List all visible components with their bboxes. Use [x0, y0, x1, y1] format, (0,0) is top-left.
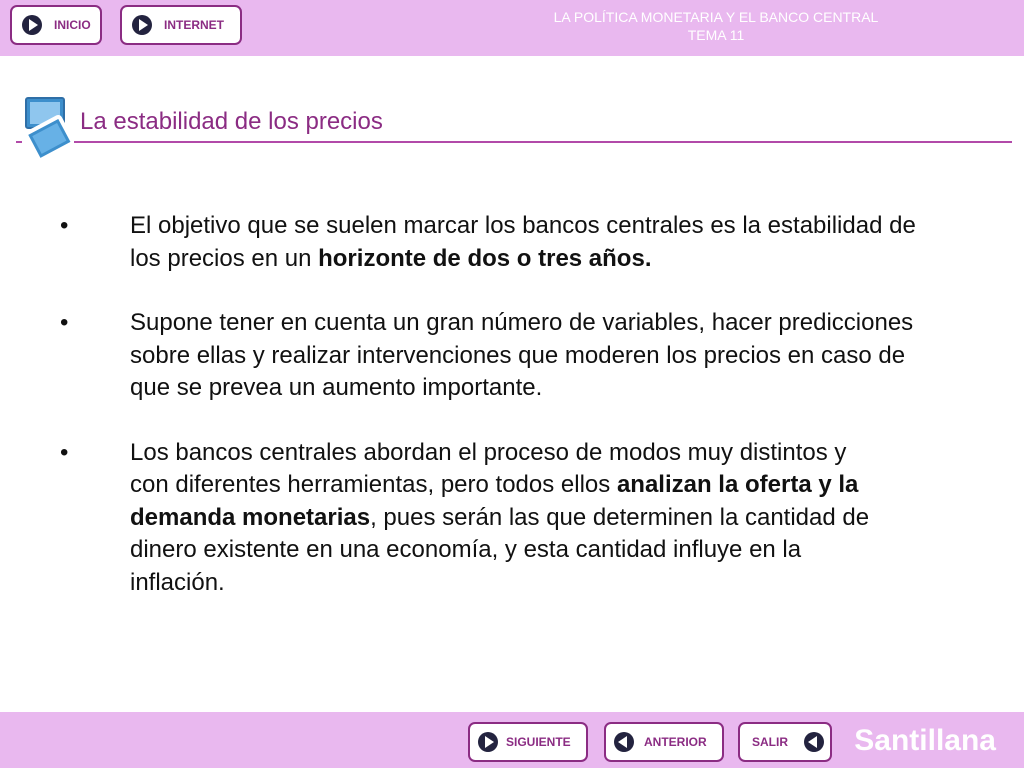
- section-title: La estabilidad de los precios: [80, 108, 383, 135]
- internet-button[interactable]: [120, 5, 242, 45]
- play-left-icon: [614, 732, 634, 752]
- play-right-icon: [478, 732, 498, 752]
- bullet-text-bold: analizan la oferta y la demanda monetarias: [130, 471, 859, 531]
- monitor-icon: [16, 94, 76, 166]
- bullet-item: [60, 210, 960, 275]
- header-title-line2: TEMA 11: [687, 27, 745, 43]
- siguiente-button[interactable]: [468, 722, 588, 762]
- bullet-marker: •: [60, 212, 69, 239]
- bullet-text: [130, 437, 870, 600]
- salir-label: SALIR: [752, 735, 788, 749]
- bullet-marker: •: [60, 309, 69, 336]
- play-right-icon: [22, 15, 42, 35]
- bullet-text-bold: horizonte de dos o tres años.: [318, 244, 652, 272]
- play-left-icon: [804, 732, 824, 752]
- header-title-line1: LA POLÍTICA MONETARIA Y EL BANCO CENTRAL: [553, 9, 879, 25]
- play-right-icon: [132, 15, 152, 35]
- bullet-text: [130, 307, 930, 405]
- siguiente-label: SIGUIENTE: [506, 735, 571, 749]
- bullet-marker: •: [60, 438, 69, 466]
- internet-label: INTERNET: [164, 18, 224, 32]
- salir-button[interactable]: [738, 722, 832, 762]
- bullet-text-part: El objetivo que se suelen marcar los bancos centrales es la estabilidad de los precios en un: [130, 212, 916, 272]
- section-rule: [74, 141, 1012, 143]
- bullet-text-part: Los bancos centrales abordan el proceso de modos muy distintos y con diferentes herramientas, pero todos ellos: [130, 438, 847, 498]
- section-rule-tick: [16, 141, 22, 143]
- bullet-text-part: , pues serán las que determinen la cantidad de dinero existente en una economía, y esta cantidad influye en la inflación.: [130, 503, 870, 596]
- bullet-item: [60, 437, 960, 600]
- inicio-label: INICIO: [54, 18, 91, 32]
- bullet-item: [60, 307, 960, 405]
- header-title: [506, 8, 926, 44]
- brand-logo: Santillana: [854, 724, 996, 757]
- bullet-text: [130, 210, 930, 275]
- bullet-text-part: Supone tener en cuenta un gran número de variables, hacer predicciones sobre ellas y realizar intervenciones que moderen los precios en caso de que se prevea un aumento importante.: [130, 309, 914, 401]
- anterior-button[interactable]: [604, 722, 724, 762]
- bullet-list: [60, 210, 960, 631]
- anterior-label: ANTERIOR: [644, 735, 707, 749]
- inicio-button[interactable]: [10, 5, 102, 45]
